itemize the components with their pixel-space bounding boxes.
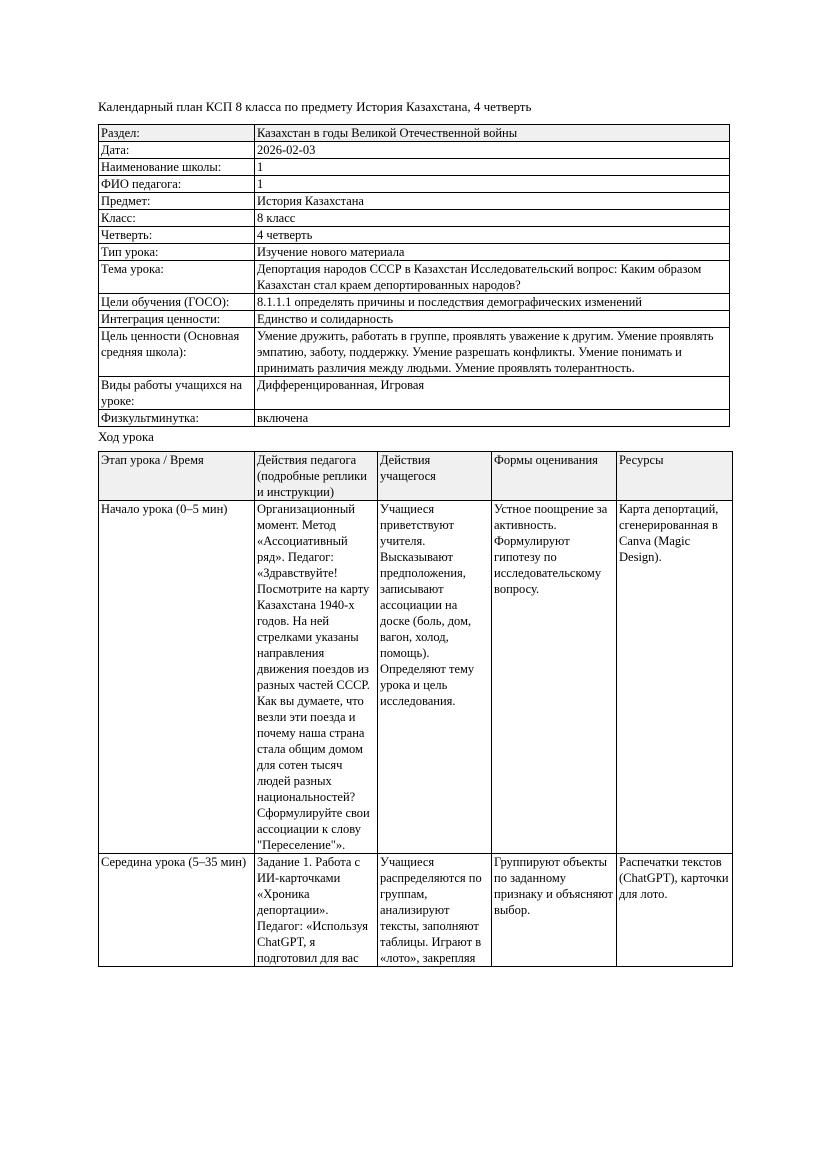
col-header-stage-time: Этап урока / Время [99, 452, 255, 501]
info-value: Изучение нового материала [255, 244, 730, 261]
info-label: Дата: [99, 142, 255, 159]
info-label: Класс: [99, 210, 255, 227]
info-row-lesson-topic [99, 261, 730, 294]
info-value: 8 класс [255, 210, 730, 227]
info-label: Цели обучения (ГОСО): [99, 294, 255, 311]
info-row-learning-goals [99, 294, 730, 311]
lesson-header-row [99, 452, 733, 501]
info-value: Умение дружить, работать в группе, проявлять уважение к другим. Умение проявлять эмпатию, заботу, поддержку. Умение разрешать конфликты. Умение понимать и принимать различия между людьми. Умение проявлять толерантность. [255, 328, 730, 377]
student-actions-cell: Учащиеся приветствуют учителя. Высказывают предположения, записывают ассоциации на доске (боль, дом, вагон, холод, помощь). Определяют тему урока и цель исследования. [378, 501, 492, 854]
info-label: Тема урока: [99, 261, 255, 294]
resources-cell: Распечатки текстов (ChatGPT), карточки для лото. [617, 854, 733, 967]
info-label: Четверть: [99, 227, 255, 244]
info-label: Наименование школы: [99, 159, 255, 176]
student-actions-cell: Учащиеся распределяются по группам, анализируют тексты, заполняют таблицы. Играют в «лото», закрепляя [378, 854, 492, 967]
lesson-info-table [98, 124, 730, 427]
resources-cell: Карта депортаций, сгенерированная в Canva (Magic Design). [617, 501, 733, 854]
info-row-values-goal [99, 328, 730, 377]
info-label: Виды работы учащихся на уроке: [99, 377, 255, 410]
info-label: Раздел: [99, 125, 255, 142]
document-title: Календарный план КСП 8 класса по предмету История Казахстана, 4 четверть [98, 99, 532, 114]
info-row-date [99, 142, 730, 159]
info-label: Физкультминутка: [99, 410, 255, 427]
info-row-lesson-type [99, 244, 730, 261]
info-row-subject [99, 193, 730, 210]
stage-cell: Середина урока (5–35 мин) [99, 854, 255, 967]
lesson-flow-table [98, 451, 733, 967]
assessment-cell: Устное поощрение за активность. Формулируют гипотезу по исследовательскому вопросу. [492, 501, 617, 854]
info-value: История Казахстана [255, 193, 730, 210]
info-row-class [99, 210, 730, 227]
info-row-values-integration [99, 311, 730, 328]
stage-cell: Начало урока (0–5 мин) [99, 501, 255, 854]
info-row-work-types [99, 377, 730, 410]
info-label: Тип урока: [99, 244, 255, 261]
assessment-cell: Группируют объекты по заданному признаку и объясняют выбор. [492, 854, 617, 967]
info-label: Цель ценности (Основная средняя школа): [99, 328, 255, 377]
info-row-phys-minute [99, 410, 730, 427]
info-row-school [99, 159, 730, 176]
info-value: 8.1.1.1 определять причины и последствия демографических изменений [255, 294, 730, 311]
info-label: Интеграция ценности: [99, 311, 255, 328]
info-value: 2026-02-03 [255, 142, 730, 159]
info-row-teacher-name [99, 176, 730, 193]
col-header-teacher-actions: Действия педагога (подробные реплики и инструкции) [255, 452, 378, 501]
info-value: 1 [255, 176, 730, 193]
lesson-row-middle [99, 854, 733, 967]
info-value: Казахстан в годы Великой Отечественной войны [255, 125, 730, 142]
info-row-section [99, 125, 730, 142]
info-label: Предмет: [99, 193, 255, 210]
teacher-actions-cell: Организационный момент. Метод «Ассоциативный ряд». Педагог: «Здравствуйте! Посмотрите на карту Казахстана 1940-х годов. На ней стрелками указаны направления движения поездов из разных частей СССР. Как вы думаете, что везли эти поезда и почему наша страна стала общим домом для сотен тысяч людей разных национальностей? Сформулируйте свои ассоциации к слову "Переселение"». [255, 501, 378, 854]
info-value: Депортация народов СССР в Казахстан Исследовательский вопрос: Каким образом Казахстан стал краем депортированных народов? [255, 261, 730, 294]
col-header-resources: Ресурсы [617, 452, 733, 501]
lesson-row-start [99, 501, 733, 854]
lesson-flow-heading: Ход урока [98, 429, 154, 444]
info-value: 1 [255, 159, 730, 176]
info-label: ФИО педагога: [99, 176, 255, 193]
col-header-student-actions: Действия учащегося [378, 452, 492, 501]
info-value: Дифференцированная, Игровая [255, 377, 730, 410]
teacher-actions-cell: Задание 1. Работа с ИИ-карточками «Хроника депортации». Педагог: «Используя ChatGPT, я подготовил для вас [255, 854, 378, 967]
info-value: включена [255, 410, 730, 427]
col-header-assessment-forms: Формы оценивания [492, 452, 617, 501]
info-value: Единство и солидарность [255, 311, 730, 328]
info-value: 4 четверть [255, 227, 730, 244]
info-row-quarter [99, 227, 730, 244]
